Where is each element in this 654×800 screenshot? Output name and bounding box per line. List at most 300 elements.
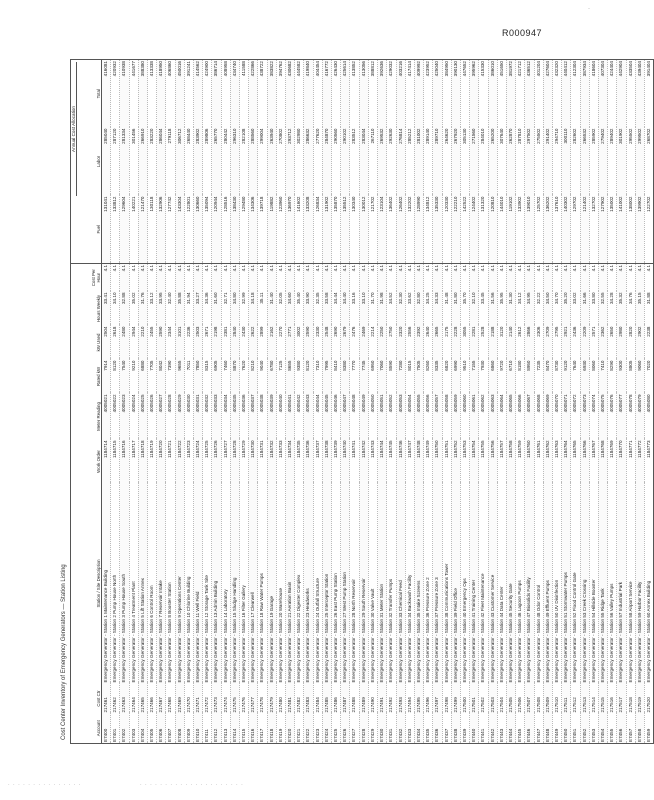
- footer-marks-left: · · · · · · · · · · · · · · ·: [8, 782, 82, 788]
- table-cell: 4.1: [230, 264, 239, 292]
- table-cell: Emergency Generator - Station 35 Intake Screens: [414, 484, 423, 684]
- table-cell: 286632: [304, 128, 313, 196]
- table-row: [470, 60, 479, 744]
- table-cell: 33.41: [102, 292, 111, 326]
- table-cell: 2436: [571, 326, 580, 360]
- table-cell: 8870: [230, 360, 239, 394]
- table-cell: 34.36: [203, 292, 212, 326]
- table-row: [175, 60, 184, 744]
- table-cell: 2690: [332, 326, 341, 360]
- table-cell: E7413: [221, 714, 230, 744]
- table-cell: E7415: [240, 714, 249, 744]
- table-cell: 8315: [203, 360, 212, 394]
- table-cell: 33.95: [157, 292, 166, 326]
- table-cell: Emergency Generator - Station 34 Backwash Facility: [405, 484, 414, 684]
- table-cell: 217479: [267, 684, 276, 714]
- table-cell: 217506: [516, 684, 525, 714]
- table-cell: 416772: [322, 60, 331, 128]
- col-header-cost-center: Cost Ctr: [71, 684, 102, 714]
- table-cell: 1184747: [405, 440, 414, 484]
- table-cell: 2671: [203, 326, 212, 360]
- table-cell: 4.1: [184, 264, 193, 292]
- table-cell: 421712: [516, 60, 525, 128]
- table-cell: 35.70: [460, 292, 469, 326]
- table-cell: Emergency Generator - Station 46 Lagoon Pumps: [516, 484, 525, 684]
- table-cell: 217503: [488, 684, 497, 714]
- col-header-total: Total: [71, 60, 102, 128]
- table-cell: E7432: [396, 714, 405, 744]
- table-cell: 383822: [267, 60, 276, 128]
- table-cell: 429032: [387, 60, 396, 128]
- table-cell: 4005036: [240, 394, 249, 440]
- table-cell: 33.27: [194, 292, 203, 326]
- table-cell: 296310: [230, 128, 239, 196]
- table-cell: 281002: [414, 128, 423, 196]
- table-row: [313, 60, 322, 744]
- table-cell: E7414: [230, 714, 239, 744]
- table-cell: 4.1: [608, 264, 617, 292]
- table-cell: 413338: [148, 60, 157, 128]
- table-cell: 217493: [396, 684, 405, 714]
- table-cell: Emergency Generator - Station 49 Effluent Pumps: [543, 484, 552, 684]
- table-row: [598, 60, 607, 744]
- table-row: [359, 60, 368, 744]
- table-cell: E7446: [525, 714, 534, 744]
- footer-marks-middle: · · · · · · · · · · · · · · · · · · · · ·: [140, 782, 244, 788]
- table-cell: 4.1: [203, 264, 212, 292]
- table-cell: 33.80: [589, 292, 598, 326]
- table-cell: E7455: [608, 714, 617, 744]
- table-cell: 120330: [442, 196, 451, 264]
- table-cell: 4005031: [194, 394, 203, 440]
- table-cell: 413056: [359, 60, 368, 128]
- table-cell: 1184723: [184, 440, 193, 484]
- table-cell: 119882: [267, 196, 276, 264]
- table-cell: 32.99: [240, 292, 249, 326]
- table-cell: 266910: [138, 128, 147, 196]
- table-cell: 283512: [350, 128, 359, 196]
- table-cell: 217477: [249, 684, 258, 714]
- table-cell: 4.1: [148, 264, 157, 292]
- table-cell: 1184742: [359, 440, 368, 484]
- table-cell: 263940: [267, 128, 276, 196]
- table-cell: 262870: [506, 128, 515, 196]
- table-cell: 130012: [359, 196, 368, 264]
- table-row: [442, 60, 451, 744]
- table-cell: 4.1: [120, 264, 129, 292]
- table-cell: 276814: [396, 128, 405, 196]
- table-cell: 8120: [111, 360, 120, 394]
- table-cell: Emergency Generator - Station 36 Pressure Zone 2: [424, 484, 433, 684]
- table-cell: Emergency Generator - Station 9 Operations Center: [175, 484, 184, 684]
- table-cell: E7425: [332, 714, 341, 744]
- table-cell: E7442: [488, 714, 497, 744]
- table-cell: 125702: [534, 196, 543, 264]
- table-cell: 7850: [194, 360, 203, 394]
- table-cell: 6820: [442, 360, 451, 394]
- table-cell: 2188: [488, 326, 497, 360]
- table-cell: E7411: [203, 714, 212, 744]
- table-cell: 3002: [295, 326, 304, 360]
- table-cell: 32.10: [470, 292, 479, 326]
- col-header-kw-used: kW Used: [71, 326, 102, 360]
- table-cell: 4005054: [405, 394, 414, 440]
- table-cell: 265200: [488, 128, 497, 196]
- col-header-fuel: Fuel: [71, 196, 102, 264]
- table-cell: 8730: [552, 360, 561, 394]
- table-cell: 4.1: [460, 264, 469, 292]
- table-cell: 292630: [387, 128, 396, 196]
- table-cell: Emergency Generator - Station 3 Pump House South: [120, 484, 129, 684]
- table-cell: 1184759: [516, 440, 525, 484]
- table-cell: Emergency Generator - Station 19 Garage: [267, 484, 276, 684]
- table-cell: 442904: [617, 60, 626, 128]
- table-cell: 4005053: [396, 394, 405, 440]
- table-row: [148, 60, 157, 744]
- table-cell: 217513: [580, 684, 589, 714]
- table-cell: 1184751: [442, 440, 451, 484]
- table-cell: 1184771: [626, 440, 635, 484]
- table-cell: 33.45: [479, 292, 488, 326]
- table-cell: 2392: [414, 326, 423, 360]
- table-cell: 424404: [608, 60, 617, 128]
- table-cell: 8210: [249, 360, 258, 394]
- table-cell: 1184748: [414, 440, 423, 484]
- table-cell: 384950: [442, 60, 451, 128]
- table-cell: 265770: [212, 128, 221, 196]
- table-cell: Emergency Generator - Station 56 Valley Pumps: [608, 484, 617, 684]
- table-cell: 289806: [203, 128, 212, 196]
- table-cell: 1184729: [240, 440, 249, 484]
- table-cell: E7412: [212, 714, 221, 744]
- table-cell: 217465: [138, 684, 147, 714]
- table-cell: 4005055: [414, 394, 423, 440]
- table-cell: 140221: [129, 196, 138, 264]
- table-cell: 135094: [203, 196, 212, 264]
- table-cell: 31.70: [368, 292, 377, 326]
- table-cell: 4005035: [230, 394, 239, 440]
- table-cell: 388812: [368, 60, 377, 128]
- table-cell: 4005028: [166, 394, 175, 440]
- table-cell: 217469: [175, 684, 184, 714]
- table-cell: 4.1: [378, 264, 387, 292]
- table-row: [240, 60, 249, 744]
- table-cell: 438722: [258, 60, 267, 128]
- rotated-region: [58, 58, 651, 746]
- table-cell: 217485: [322, 684, 331, 714]
- table-cell: Emergency Generator - Station 26 East Pump Station: [332, 484, 341, 684]
- table-cell: 1184750: [433, 440, 442, 484]
- table-cell: 9300: [617, 360, 626, 394]
- table-cell: Emergency Generator - Station 10 Chlorine Building: [184, 484, 193, 684]
- table-cell: 2571: [589, 326, 598, 360]
- table-cell: 32.05: [276, 292, 285, 326]
- table-cell: 4.1: [129, 264, 138, 292]
- table-cell: 1184730: [249, 440, 258, 484]
- table-cell: Emergency Generator - Station 25 Interceptor Station: [322, 484, 331, 684]
- table-row: [608, 60, 617, 744]
- table-cell: 144010: [497, 196, 506, 264]
- table-cell: 4005046: [332, 394, 341, 440]
- table-row: [120, 60, 129, 744]
- table-cell: 133208: [304, 196, 313, 264]
- table-cell: E7440: [470, 714, 479, 744]
- table-cell: 217486: [332, 684, 341, 714]
- table-cell: 4005062: [479, 394, 488, 440]
- table-cell: 451650: [497, 60, 506, 128]
- table-cell: 130660: [194, 196, 203, 264]
- table-cell: 7390: [166, 360, 175, 394]
- table-cell: E7416: [249, 714, 258, 744]
- table-row: [157, 60, 166, 744]
- table-row: [414, 60, 423, 744]
- table-cell: 1184765: [571, 440, 580, 484]
- table-row: [249, 60, 258, 744]
- table-cell: Emergency Generator - Station 47 Biosolids Facility: [525, 484, 534, 684]
- table-cell: E7410: [194, 714, 203, 744]
- table-cell: 127902: [598, 196, 607, 264]
- table-cell: 217472: [203, 684, 212, 714]
- table-cell: 387934: [580, 60, 589, 128]
- table-row: [589, 60, 598, 744]
- table-cell: 2795: [552, 326, 561, 360]
- table-cell: 447652: [460, 60, 469, 128]
- table-cell: Emergency Generator - Station 1 Maintenance Building: [102, 484, 111, 684]
- table-cell: 301902: [617, 128, 626, 196]
- table-cell: 217481: [286, 684, 295, 714]
- table-cell: E7402: [120, 714, 129, 744]
- table-cell: E7437: [442, 714, 451, 744]
- table-cell: Emergency Generator - Station 27 West Pump Station: [341, 484, 350, 684]
- table-cell: E7400: [102, 714, 111, 744]
- table-cell: 1184762: [543, 440, 552, 484]
- table-cell: E7421: [295, 714, 304, 744]
- table-row: [295, 60, 304, 744]
- table-cell: 141002: [617, 196, 626, 264]
- table-cell: 4.1: [175, 264, 184, 292]
- table-cell: 32.71: [221, 292, 230, 326]
- table-cell: 8042: [157, 360, 166, 394]
- table-cell: 32.55: [598, 292, 607, 326]
- col-header-rated-kw: Rated kW: [71, 360, 102, 394]
- table-cell: 31.66: [580, 292, 589, 326]
- table-cell: 31.98: [378, 292, 387, 326]
- table-cell: 217515: [598, 684, 607, 714]
- table-row: [129, 60, 138, 744]
- table-cell: 422866: [249, 60, 258, 128]
- table-cell: 2162: [267, 326, 276, 360]
- table-cell: 2679: [341, 326, 350, 360]
- table-cell: 282602: [571, 128, 580, 196]
- table-cell: 124402: [470, 196, 479, 264]
- table-cell: 129604: [120, 196, 129, 264]
- table-cell: 4.1: [286, 264, 295, 292]
- table-cell: 7410: [598, 360, 607, 394]
- table-cell: Emergency Generator - Station 16 Filter Gallery: [240, 484, 249, 684]
- table-cell: 7930: [479, 360, 488, 394]
- table-row: [617, 60, 626, 744]
- table-cell: 414562: [194, 60, 203, 128]
- table-cell: 4005040: [276, 394, 285, 440]
- table-cell: 217498: [442, 684, 451, 714]
- table-cell: 1184755: [479, 440, 488, 484]
- table-cell: 2866: [525, 326, 534, 360]
- table-cell: 33.90: [304, 292, 313, 326]
- table-cell: E7449: [552, 714, 561, 744]
- table-cell: 217501: [470, 684, 479, 714]
- table-cell: 4.1: [626, 264, 635, 292]
- table-cell: Emergency Generator - Station 60 Annex Building: [644, 484, 653, 684]
- table-row: [332, 60, 341, 744]
- table-cell: 4.1: [414, 264, 423, 292]
- table-cell: 8380: [341, 360, 350, 394]
- table-cell: 2238: [644, 326, 653, 360]
- table-cell: 388380: [138, 60, 147, 128]
- table-cell: Emergency Generator - Station 13 Admin Building: [212, 484, 221, 684]
- table-cell: 409992: [414, 60, 423, 128]
- table-cell: 406860: [166, 60, 175, 128]
- table-row: [424, 60, 433, 744]
- table-cell: 217463: [120, 684, 129, 714]
- table-cell: 141602: [295, 196, 304, 264]
- col-header-labor: Labor: [71, 128, 102, 196]
- table-cell: 33.62: [405, 292, 414, 326]
- table-cell: 433504: [626, 60, 635, 128]
- table-cell: 391241: [184, 60, 193, 128]
- table-cell: 284010: [479, 128, 488, 196]
- table-cell: 426430: [332, 60, 341, 128]
- table-cell: 217466: [148, 684, 157, 714]
- table-cell: 6905: [212, 360, 221, 394]
- table-cell: 299502: [635, 128, 644, 196]
- table-cell: 4005052: [387, 394, 396, 440]
- table-cell: 131041: [102, 196, 111, 264]
- table-cell: 7460: [221, 360, 230, 394]
- table-body: [102, 60, 654, 744]
- table-cell: 3055: [460, 326, 469, 360]
- table-cell: 34.70: [552, 292, 561, 326]
- table-cell: 4005029: [175, 394, 184, 440]
- table-cell: 4005039: [267, 394, 276, 440]
- table-cell: 1184752: [451, 440, 460, 484]
- table-cell: 1184732: [267, 440, 276, 484]
- table-cell: 1184753: [460, 440, 469, 484]
- table-cell: 217487: [341, 684, 350, 714]
- table-cell: 299004: [258, 128, 267, 196]
- table-cell: 8950: [525, 360, 534, 394]
- table-cell: 386010: [488, 60, 497, 128]
- table-cell: 4.1: [249, 264, 258, 292]
- table-cell: 7280: [396, 360, 405, 394]
- table-cell: 217467: [157, 684, 166, 714]
- table-cell: 440412: [562, 60, 571, 128]
- table-cell: 1184760: [525, 440, 534, 484]
- table-row: [516, 60, 525, 744]
- table-cell: 2250: [378, 326, 387, 360]
- table-row: [221, 60, 230, 744]
- table-cell: 138002: [626, 196, 635, 264]
- table-cell: 2622: [249, 326, 258, 360]
- table-cell: 35.40: [295, 292, 304, 326]
- table-cell: E7434: [414, 714, 423, 744]
- table-cell: 4005032: [203, 394, 212, 440]
- table-cell: 35.02: [129, 292, 138, 326]
- table-cell: 35.20: [562, 292, 571, 326]
- table-row: [230, 60, 239, 744]
- table-row: [276, 60, 285, 744]
- table-cell: E7453: [589, 714, 598, 744]
- table-cell: 131320: [479, 196, 488, 264]
- table-row: [635, 60, 644, 744]
- table-cell: 1184717: [129, 440, 138, 484]
- table-cell: 33.16: [350, 292, 359, 326]
- table-cell: 269532: [378, 128, 387, 196]
- table-cell: E7405: [148, 714, 157, 744]
- table-cell: 34.76: [626, 292, 635, 326]
- table-cell: 411588: [240, 60, 249, 128]
- table-cell: 7235: [534, 360, 543, 394]
- table-cell: 217484: [313, 684, 322, 714]
- table-cell: 390130: [451, 60, 460, 128]
- table-cell: Emergency Generator - Station 24 Outfall Structure: [313, 484, 322, 684]
- table-row: [304, 60, 313, 744]
- table-cell: 4005041: [286, 394, 295, 440]
- table-cell: 432320: [552, 60, 561, 128]
- table-cell: 266532: [580, 128, 589, 196]
- table-cell: 4.1: [258, 264, 267, 292]
- table-cell: 7540: [120, 360, 129, 394]
- table-cell: 4005078: [626, 394, 635, 440]
- table-cell: 1184728: [230, 440, 239, 484]
- table-cell: E7401: [111, 714, 120, 744]
- table-cell: 126402: [396, 196, 405, 264]
- table-cell: 7505: [414, 360, 423, 394]
- table-cell: E7451: [571, 714, 580, 744]
- table-cell: 217468: [166, 684, 175, 714]
- table-cell: 4005045: [322, 394, 331, 440]
- table-cell: 441677: [129, 60, 138, 128]
- table-cell: 31.48: [442, 292, 451, 326]
- table-row: [111, 60, 120, 744]
- table-row: [644, 60, 653, 744]
- table-cell: 415330: [479, 60, 488, 128]
- table-cell: 305130: [460, 128, 469, 196]
- table-cell: 267920: [451, 128, 460, 196]
- rotated-sheet: [58, 58, 651, 746]
- table-cell: 1184772: [635, 440, 644, 484]
- table-cell: 1184770: [617, 440, 626, 484]
- table-cell: Emergency Generator - Station 42 Fleet Maintenance: [479, 484, 488, 684]
- table-cell: 297502: [525, 128, 534, 196]
- table-cell: 1184740: [341, 440, 350, 484]
- table-cell: E7427: [350, 714, 359, 744]
- table-cell: 286044: [157, 128, 166, 196]
- table-row: [571, 60, 580, 744]
- table-cell: 217491: [378, 684, 387, 714]
- table-cell: 4005076: [608, 394, 617, 440]
- table-cell: 217508: [534, 684, 543, 714]
- table-cell: 283044: [359, 128, 368, 196]
- table-cell: 217500: [460, 684, 469, 714]
- table-cell: 283220: [148, 128, 157, 196]
- table-cell: 4.1: [276, 264, 285, 292]
- col-header-meter-reading: Meter Reading: [71, 394, 102, 440]
- table-cell: 420932: [111, 60, 120, 128]
- table-cell: 1184744: [378, 440, 387, 484]
- table-cell: 1184743: [368, 440, 377, 484]
- table-cell: 4.1: [424, 264, 433, 292]
- table-cell: 217488: [350, 684, 359, 714]
